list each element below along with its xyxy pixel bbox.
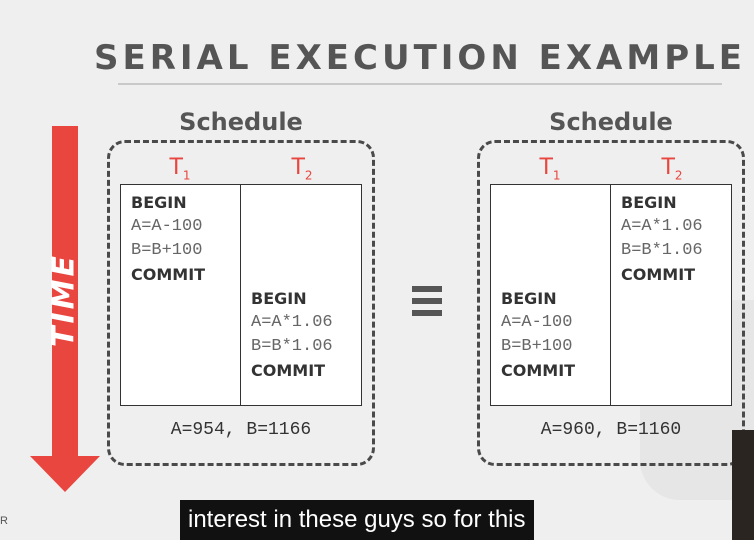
schedule-2-t1-header: $T_1$: [539, 155, 561, 183]
op-line: A=A-100: [501, 313, 573, 332]
op-line: B=B*1.06: [251, 337, 333, 356]
op-line: B=B*1.06: [621, 241, 703, 260]
arrow-down-icon: [30, 456, 100, 492]
schedule-2-result: A=960, B=1160: [540, 420, 682, 440]
schedule-2-t2-header: $T_2$: [661, 155, 683, 183]
equivalent-icon: [412, 286, 442, 322]
op-line: COMMIT: [501, 361, 576, 380]
op-line: A=A*1.06: [251, 313, 333, 332]
schedule-1-t1-ops: [131, 191, 205, 287]
op-line: BEGIN: [621, 193, 677, 212]
column-divider: [240, 185, 241, 405]
presenter-video-overlay: [732, 430, 754, 540]
op-line: B=B+100: [131, 241, 203, 260]
op-line: COMMIT: [131, 265, 206, 284]
op-line: A=A*1.06: [621, 217, 703, 236]
schedule-1-t1-header: $T_1$: [169, 155, 191, 183]
schedule-1-t2-ops: [251, 287, 333, 383]
video-caption: interest in these guys so for this: [180, 500, 534, 540]
op-line: COMMIT: [621, 265, 696, 284]
title-underline: [118, 83, 722, 85]
column-divider: [610, 185, 611, 405]
schedule-2-t1-ops: [501, 287, 575, 383]
op-line: BEGIN: [501, 289, 557, 308]
corner-mark: R: [0, 515, 8, 527]
schedule-1-result: A=954, B=1166: [170, 420, 312, 440]
time-label: TIME: [46, 253, 82, 347]
schedule-1-t2-header: $T_2$: [291, 155, 313, 183]
schedule-1-label: Schedule: [179, 108, 303, 136]
op-line: BEGIN: [251, 289, 307, 308]
op-line: BEGIN: [131, 193, 187, 212]
op-line: A=A-100: [131, 217, 203, 236]
op-line: COMMIT: [251, 361, 326, 380]
schedule-2-t2-ops: [621, 191, 703, 287]
schedule-2-label: Schedule: [549, 108, 673, 136]
slide-title: SERIAL EXECUTION EXAMPLE: [93, 38, 747, 78]
op-line: B=B+100: [501, 337, 573, 356]
